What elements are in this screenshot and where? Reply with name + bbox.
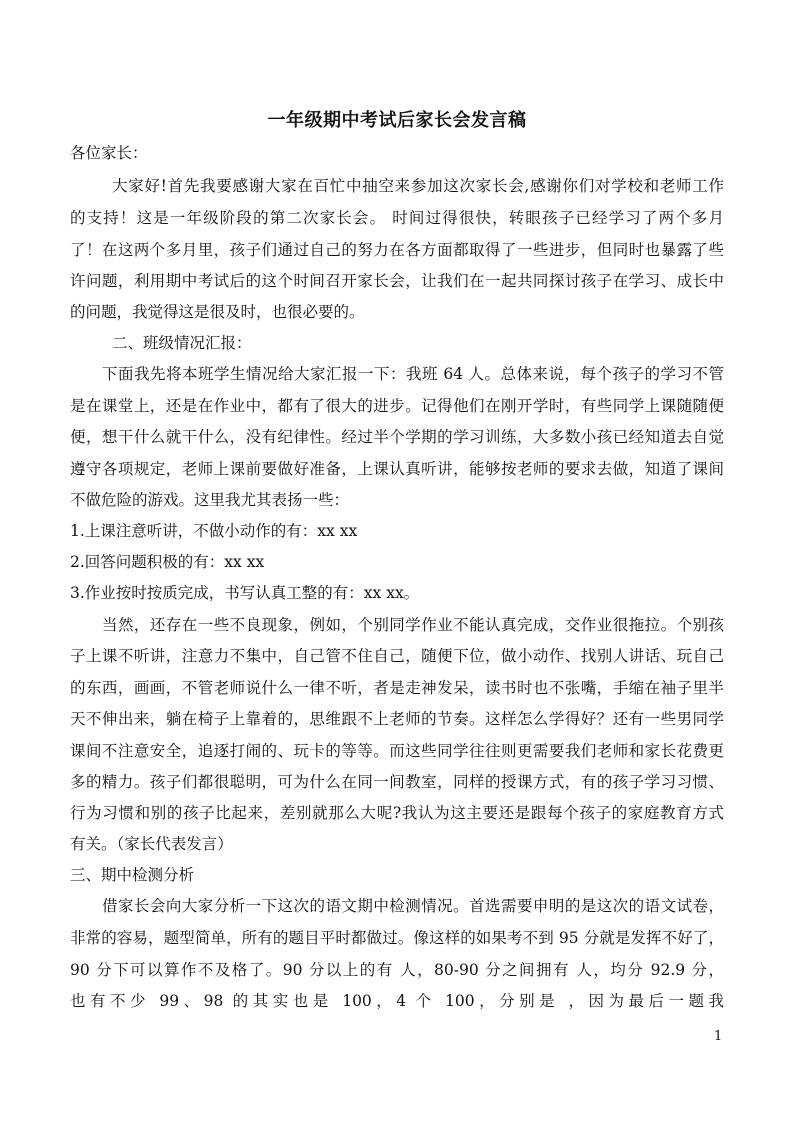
paragraph-line: 90 分下可以算作不及格了。90 分以上的有 人，80-90 分之间拥有 人，均分 92.9 分，: [70, 961, 724, 979]
paragraph-line: 下面我先将本班学生情况给大家汇报一下：我班 64 人。总体来说，每个孩子的学习不管: [102, 365, 724, 383]
paragraph-line: 行为习惯和别的孩子比起来，差别就那么大呢?我认为这主要还是跟每个孩子的家庭教育方式: [70, 804, 724, 822]
paragraph-line: 子上课不听讲，注意力不集中，自己管不住自己，随便下位，做小动作、找别人讲话、玩自己: [70, 647, 724, 665]
intro-line: 大家好!首先我要感谢大家在百忙中抽空来参加这次家长会,感谢你们对学校和老师工作: [112, 177, 724, 195]
paragraph-line: 不做危险的游戏。这里我尤其表扬一些：: [70, 491, 350, 509]
paragraph-line: 便，想干什么就干什么，没有纪律性。经过半个学期的学习训练，大多数小孩已经知道去自觉: [70, 428, 724, 446]
intro-line: 的支持！这是一年级阶段的第二次家长会。 时间过得很快，转眼孩子已经学习了两个多月: [70, 209, 724, 227]
paragraph-line: 有关。（家长代表发言）: [70, 835, 233, 853]
paragraph-line: 也有不少 99、98 的其实也是 100，4 个 100，分别是 ，因为最后一题我: [70, 992, 724, 1010]
paragraph-line: 是在课堂上，还是在作业中，都有了很大的进步。记得他们在刚开学时，有些同学上课随随便: [70, 397, 724, 415]
intro-line: 的问题，我觉得这是很及时，也很必要的。: [70, 303, 365, 321]
praise-list-item: 2.回答问题积极的有：xx xx: [70, 553, 265, 571]
paragraph-line: 非常的容易，题型简单，所有的题目平时都做过。像这样的如果考不到 95 分就是发挥不好了，: [70, 929, 724, 947]
section-heading: 二、班级情况汇报：: [112, 334, 252, 352]
paragraph-line: 遵守各项规定，老师上课前要做好准备，上课认真听讲，能够按老师的要求去做，知道了课间: [70, 460, 724, 478]
paragraph-line: 借家长会向大家分析一下这次的语文期中检测情况。首选需要申明的是这次的语文试卷，: [102, 897, 724, 915]
section-heading: 三、期中检测分析: [70, 866, 195, 884]
paragraph-line: 的东西，画画，不管老师说什么一律不听，者是走神发呆，读书时也不张嘴，手缩在袖子里半: [70, 679, 724, 697]
praise-list-item: 1.上课注意听讲，不做小动作的有：xx xx: [70, 522, 358, 540]
salutation: 各位家长：: [70, 144, 148, 162]
paragraph-line: 课间不注意安全，追逐打闹的、玩卡的等等。而这些同学往往则更需要我们老师和家长花费更: [70, 742, 724, 760]
intro-line: 许问题，利用期中考试后的这个时间召开家长会，让我们在一起共同探讨孩子在学习、成长中: [70, 272, 724, 290]
paragraph-line: 多的精力。孩子们都很聪明，可为什么在同一间教室，同样的授课方式，有的孩子学习习惯、: [70, 773, 724, 791]
document-title: 一年级期中考试后家长会发言稿: [267, 110, 527, 131]
paragraph-line: 天不伸出来，躺在椅子上靠着的，思维跟不上老师的节奏。这样怎么学得好？还有一些男同学: [70, 710, 724, 728]
page-number: 1: [714, 1029, 723, 1044]
paragraph-line: 当然，还存在一些不良现象，例如，个别同学作业不能认真完成，交作业很拖拉。个别孩: [102, 616, 724, 634]
praise-list-item: 3.作业按时按质完成，书写认真工整的有：xx xx。: [70, 584, 420, 602]
intro-line: 了！在这两个多月里，孩子们通过自己的努力在各方面都取得了一些进步，但同时也暴露了些: [70, 241, 724, 259]
